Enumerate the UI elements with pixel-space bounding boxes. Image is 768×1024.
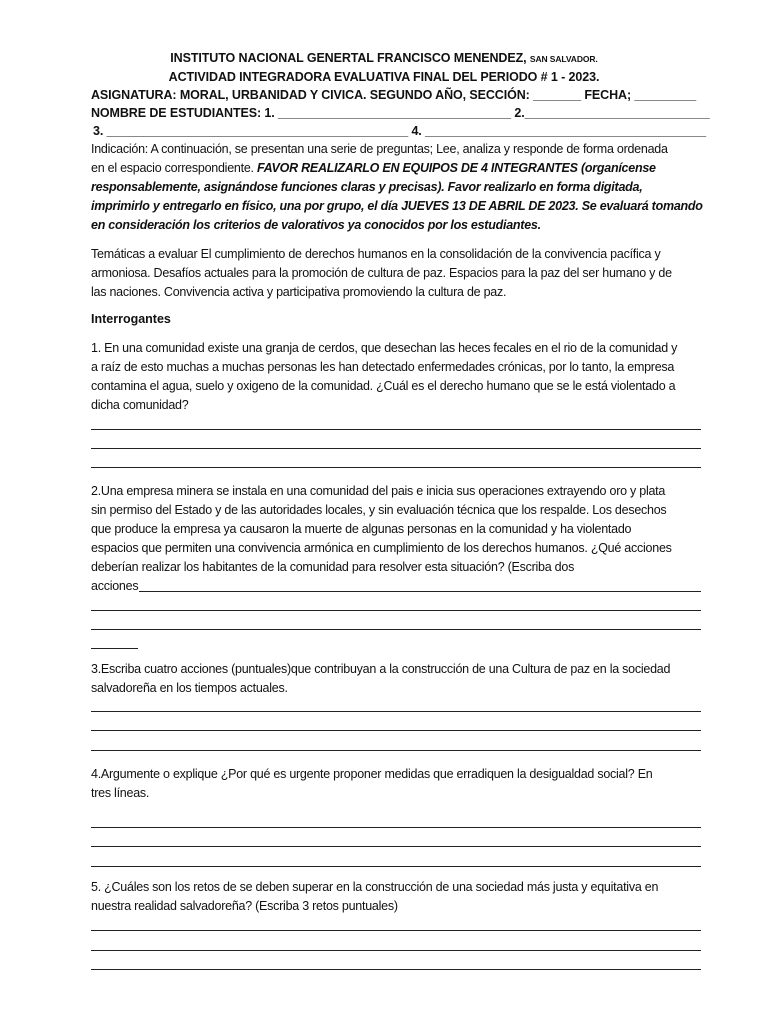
answer-line[interactable] [91,950,701,951]
topics-line: las naciones. Convivencia activa y participativa promoviendo la cultura de paz. [91,285,507,299]
question-text: dicha comunidad? [91,398,189,412]
instructions-emphasis: FAVOR REALIZARLO EN EQUIPOS DE 4 INTEGRANTES (organícense [256,161,656,175]
question-text: 5. ¿Cuáles son los retos de se deben superar en la construcción de una sociedad más justa y equitativa en [91,880,659,894]
instructions-line: Indicación: A continuación, se presentan una serie de preguntas; Lee, analiza y responde de forma ordenada [91,142,668,156]
instructions-line: imprimirlo y entregarlo en físico, una por grupo, el día JUEVES 13 DE ABRIL DE 2023. Se evaluará tomando [91,199,703,213]
answer-line[interactable] [91,610,701,611]
question-text: salvadoreña en los tiempos actuales. [91,681,288,695]
institution-name: INSTITUTO NACIONAL GENERTAL FRANCISCO MENENDEZ, [170,51,527,65]
institution-title [0,51,768,65]
answer-line[interactable] [91,846,701,847]
instructions-text: en el espacio correspondiente. [91,161,257,175]
instructions [91,140,703,235]
question-5 [91,878,703,916]
question-text: sin permiso del Estado y de las autoridades locales, y sin evaluación técnica que los respalde. Los desechos [91,503,667,517]
question-text: a raíz de esto muchas a muchas personas les han detectado enfermedades crónicas, por lo tanto, la empresa [91,360,675,374]
instructions-line: en consideración los criterios de valorativos ya conocidos por los estudiantes. [91,218,541,232]
institution-location: SAN SALVADOR. [529,54,598,64]
question-text: contamina el agua, suelo y oxigeno de la comunidad. ¿Cuál es el derecho humano que se le está violentado a [91,379,676,393]
answer-line[interactable] [91,467,701,468]
question-text: 1. En una comunidad existe una granja de cerdos, que desechan las heces fecales en el rio de la comunidad y [91,341,678,355]
answer-line[interactable] [91,969,701,970]
answer-line[interactable] [91,629,701,630]
instructions-line [91,159,703,178]
instructions-line: responsablemente, asignándose funciones claras y precisas). Favor realizarlo en forma digitada, [91,180,643,194]
answer-line[interactable] [139,591,701,592]
answer-line[interactable] [91,648,138,649]
question-text: 4.Argumente o explique ¿Por qué es urgente proponer medidas que erradiquen la desigualdad social? En [91,767,653,781]
question-text: espacios que permiten una convivencia armónica en cumplimiento de los derechos humanos. ¿Qué acciones [91,541,672,555]
subject-line: ASIGNATURA: MORAL, URBANIDAD Y CIVICA. SEGUNDO AÑO, SECCIÓN: _______ FECHA; _________ [91,88,697,102]
question-text: 2.Una empresa minera se instala en una comunidad del pais e inicia sus operaciones extrayendo oro y plata [91,484,666,498]
answer-line[interactable] [91,827,701,828]
answer-line[interactable] [91,429,701,430]
answer-line[interactable] [91,448,701,449]
answer-line[interactable] [91,866,701,867]
questions-heading: Interrogantes [91,312,171,326]
question-4 [91,765,703,803]
question-text: 3.Escriba cuatro acciones (puntuales)que contribuyan a la construcción de una Cultura de paz en la sociedad [91,662,671,676]
students-line-1: NOMBRE DE ESTUDIANTES: 1. __________________________________ 2.___________________________ [91,106,710,120]
question-text: deberían realizar los habitantes de la comunidad para resolver esta situación? (Escriba dos [91,560,575,574]
topics-paragraph [91,245,703,302]
activity-title: ACTIVIDAD INTEGRADORA EVALUATIVA FINAL DEL PERIODO # 1 - 2023. [168,70,600,84]
question-3 [91,660,703,698]
topics-line: Temáticas a evaluar El cumplimiento de derechos humanos en la consolidación de la convivencia pacífica y [91,247,661,261]
answer-line[interactable] [91,711,701,712]
question-text: nuestra realidad salvadoreña? (Escriba 3 retos puntuales) [91,899,398,913]
question-text: acciones [91,579,139,593]
answer-line[interactable] [91,930,701,931]
students-line-2: 3. ____________________________________________ 4. _________________________________________ [93,124,706,138]
answer-line[interactable] [91,730,701,731]
question-2 [91,482,703,596]
question-text: tres líneas. [91,786,150,800]
question-1 [91,339,703,415]
answer-line[interactable] [91,750,701,751]
topics-line: armoniosa. Desafíos actuales para la promoción de cultura de paz. Espacios para la paz del ser humano y de [91,266,672,280]
question-text: que produce la empresa ya causaron la muerte de algunas personas en la comunidad y ha violentado [91,522,632,536]
